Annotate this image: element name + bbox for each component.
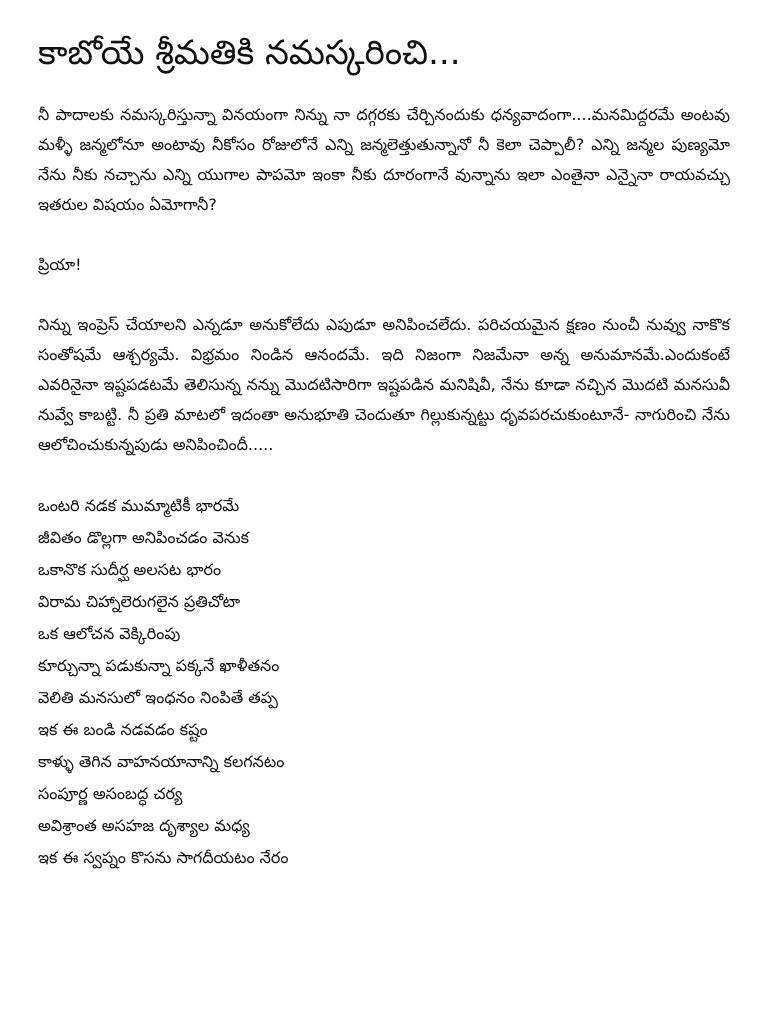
poem-line: ఇక ఈ బండి నడవడం కష్టం [38,720,208,739]
poem-line: విరామ చిహ్నాలెరుగలైన ప్రతిచోటా [38,592,241,611]
poem-line: ఒంటరి నడక ముమ్మాటికీ భారమే [38,496,240,515]
poem-line: జీవితం డొల్లగా అనిపించడం వెనుక [38,528,249,547]
poem-line: ఇక ఈ స్వప్నం కొసను సాగదీయటం నేరం [38,848,289,867]
poem-line: ఒకానొక సుదీర్ఘ అలసట భారం [38,560,222,579]
poem-line: ఒక ఆలోచన వెక్కిరింపు [38,624,181,643]
poem-line: కాళ్ళు తెగిన వాహనయానాన్ని కలగనటం [38,752,285,771]
poem [38,490,730,874]
page-title: కాబోయే శ్రీమతికి నమస్కరించి... [38,33,461,73]
poem-line: సంపూర్ణ అసంబద్ధ చర్య [38,784,183,803]
salutation: ప్రియా! [38,255,82,274]
poem-line: అవిశ్రాంత అసహజ దృశ్యాల మధ్య [38,816,250,835]
poem-line: వెలితి మనసులో ఇంధనం నింపితే తప్ప [38,688,278,707]
paragraph-intro: నీ పాదాలకు నమస్కరిస్తున్నా వినయంగా నిన్ను నా దగ్గరకు చేర్చినందుకు ధన్యవాదంగా....మనమిద్దరమే అంటవు మళ్ళీ జన్మలోనూ అంటావు నీకోసం రోజులోనే ఎన్ని జన్మలెత్తుతున్నానో నీ కెలా చెప్పాలీ? ఎన్ని జన్మల పుణ్యమో నేను నీకు నచ్చాను ఎన్ని యుగాల పాపమో ఇంకా నీకు దూరంగానే వున్నాను ఇలా ఎంతైనా ఎన్నైనా రాయవచ్చు ఇతరుల విషయం ఏమోగానీ? [38,105,730,214]
paragraph-body: నిన్ను ఇంప్రెస్ చేయాలని ఎన్నడూ అనుకోలేదు ఎపుడూ అనిపించలేదు. పరిచయమైన క్షణం నుంచీ నువ్వు నాకొక సంతోషమే ఆశ్చర్యమే. విభ్రమం నిండిన ఆనందమే. ఇది నిజంగా నిజమేనా అన్న అనుమానమే.ఎందుకంటే ఎవరినైనా ఇష్టపడటమే తెలిసున్న నన్ను మొదటిసారిగా ఇష్టపడిన మనిషివీ, నేను కూడా నచ్చిన మొదటి మనసువీ నువ్వే కాబట్టి. నీ ప్రతి మాటలో ఇదంతా అనుభూతి చెందుతూ గిల్లుకున్నట్టు ధృవపరచుకుంటూనే- నాగురించి నేను ఆలోచించుకున్నపుడు అనిపించిందీ..... [38,315,730,454]
poem-line: కూర్చున్నా పడుకున్నా పక్కనే ఖాళీతనం [38,656,280,675]
